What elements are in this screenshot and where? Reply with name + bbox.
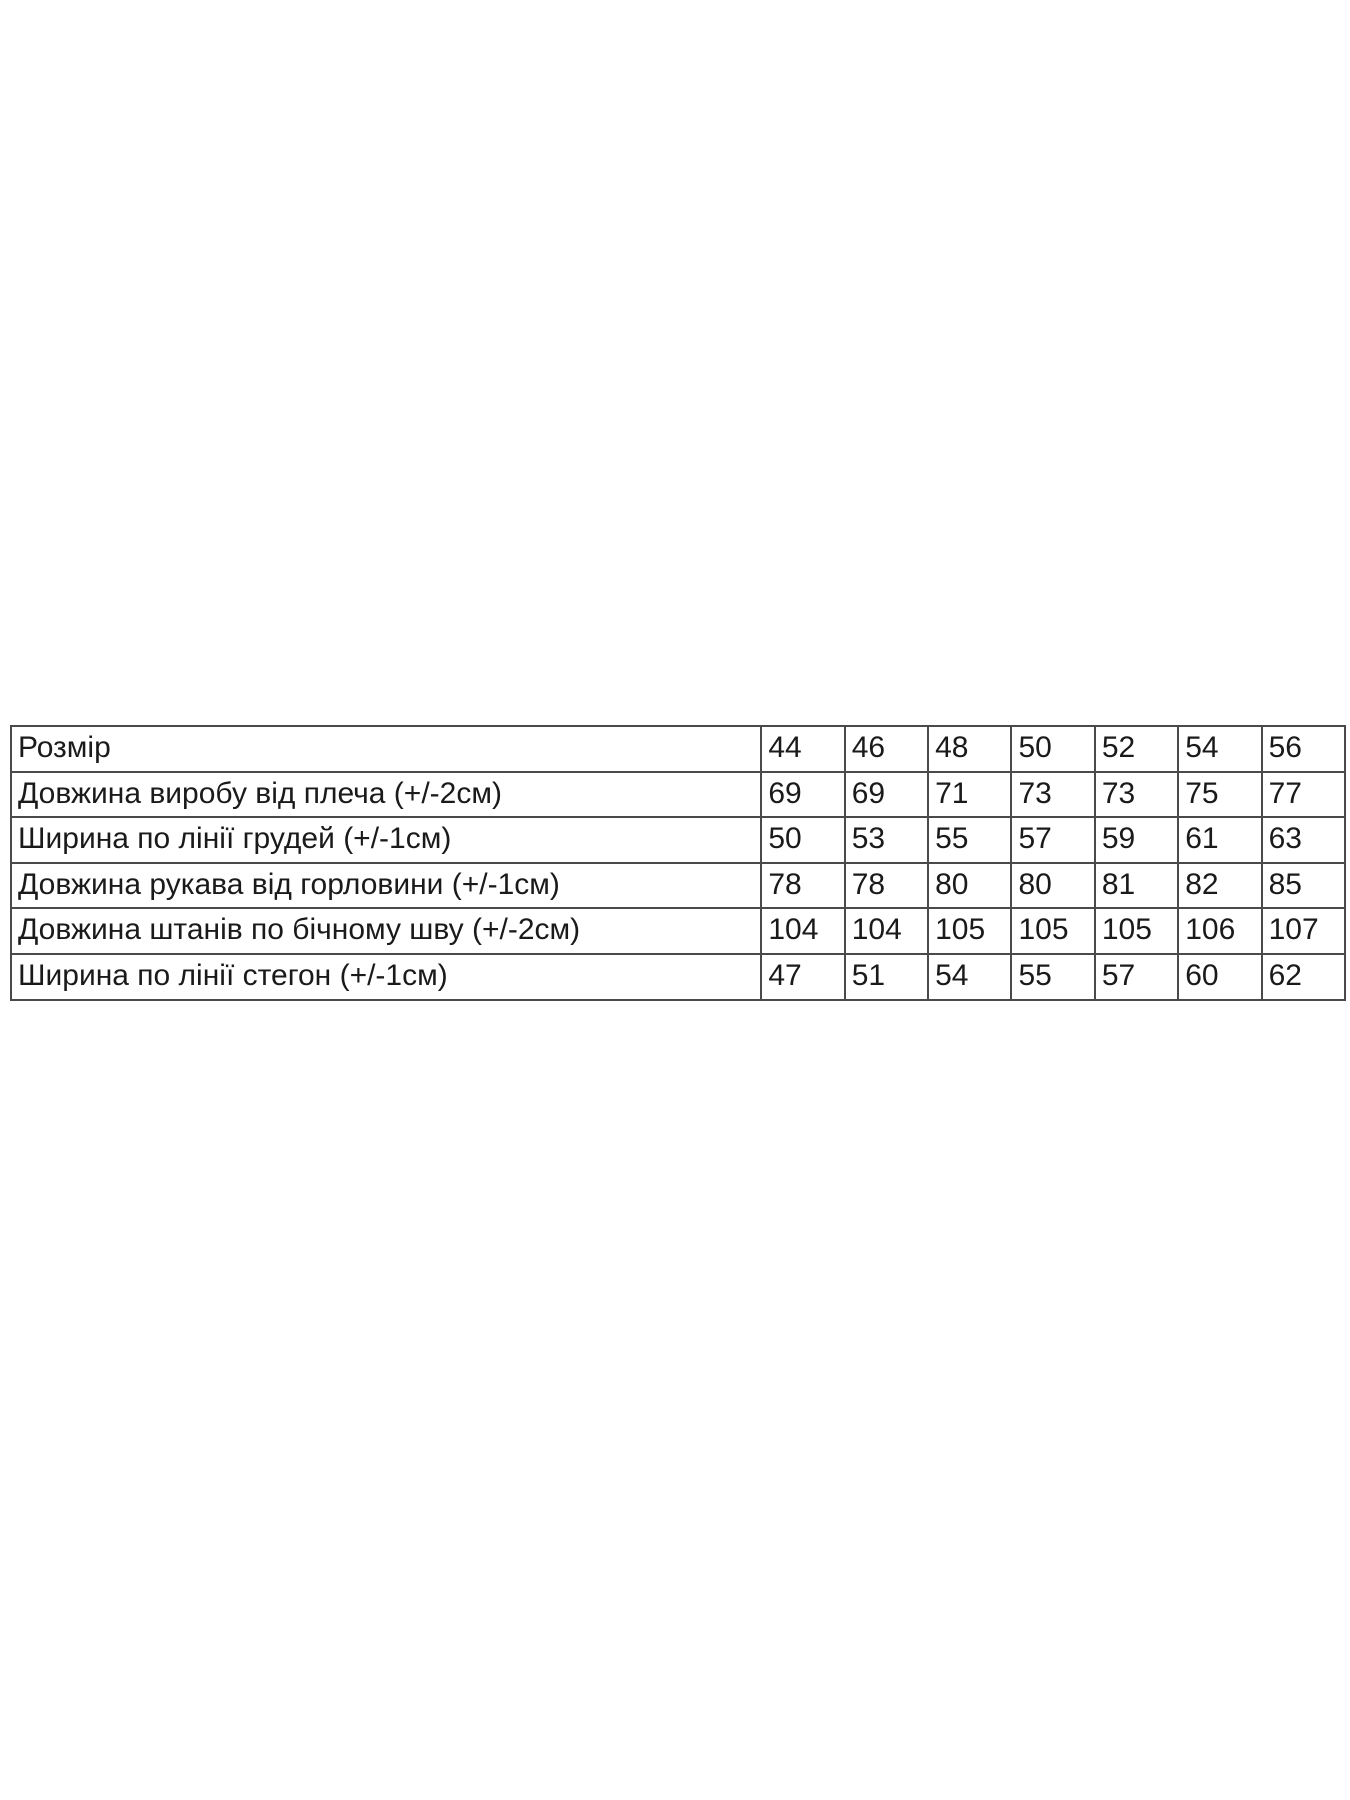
size-chart-body [11, 726, 1345, 1000]
row-value: 104 [761, 908, 844, 954]
row-value: 50 [761, 817, 844, 863]
row-label: Ширина по лінії стегон (+/-1см) [11, 954, 761, 1000]
size-chart-container [10, 725, 1350, 1001]
row-value: 63 [1262, 817, 1345, 863]
row-value: 75 [1178, 772, 1261, 818]
row-value: 73 [1095, 772, 1178, 818]
row-value: 104 [845, 908, 928, 954]
table-row [11, 772, 1345, 818]
row-value: 77 [1262, 772, 1345, 818]
row-value: 62 [1262, 954, 1345, 1000]
row-value: 55 [928, 817, 1011, 863]
row-value: 82 [1178, 863, 1261, 909]
row-label: Довжина штанів по бічному шву (+/-2см) [11, 908, 761, 954]
row-value: 51 [845, 954, 928, 1000]
row-value: 54 [1178, 726, 1261, 772]
row-value: 106 [1178, 908, 1261, 954]
table-row [11, 726, 1345, 772]
row-value: 69 [845, 772, 928, 818]
row-value: 85 [1262, 863, 1345, 909]
row-value: 105 [1095, 908, 1178, 954]
row-value: 60 [1178, 954, 1261, 1000]
row-label: Розмір [11, 726, 761, 772]
row-value: 55 [1011, 954, 1094, 1000]
row-label: Довжина виробу від плеча (+/-2см) [11, 772, 761, 818]
table-row [11, 817, 1345, 863]
row-value: 48 [928, 726, 1011, 772]
row-value: 105 [928, 908, 1011, 954]
row-value: 56 [1262, 726, 1345, 772]
row-value: 46 [845, 726, 928, 772]
row-value: 81 [1095, 863, 1178, 909]
row-value: 78 [845, 863, 928, 909]
table-row [11, 863, 1345, 909]
row-value: 53 [845, 817, 928, 863]
row-value: 80 [1011, 863, 1094, 909]
row-value: 50 [1011, 726, 1094, 772]
table-row [11, 908, 1345, 954]
row-value: 54 [928, 954, 1011, 1000]
row-value: 59 [1095, 817, 1178, 863]
row-value: 78 [761, 863, 844, 909]
row-value: 52 [1095, 726, 1178, 772]
row-value: 71 [928, 772, 1011, 818]
row-label: Довжина рукава від горловини (+/-1см) [11, 863, 761, 909]
row-label: Ширина по лінії грудей (+/-1см) [11, 817, 761, 863]
row-value: 69 [761, 772, 844, 818]
row-value: 47 [761, 954, 844, 1000]
row-value: 57 [1095, 954, 1178, 1000]
row-value: 61 [1178, 817, 1261, 863]
size-chart-table [10, 725, 1346, 1001]
row-value: 80 [928, 863, 1011, 909]
row-value: 105 [1011, 908, 1094, 954]
table-row [11, 954, 1345, 1000]
row-value: 107 [1262, 908, 1345, 954]
row-value: 57 [1011, 817, 1094, 863]
row-value: 44 [761, 726, 844, 772]
row-value: 73 [1011, 772, 1094, 818]
